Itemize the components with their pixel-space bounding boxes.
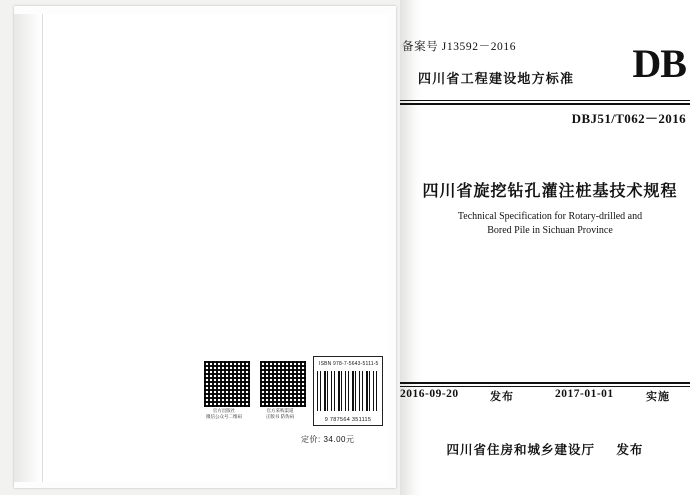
- divider-bottom-thin: [400, 386, 690, 387]
- filing-number: 备案号 J13592－2016: [402, 41, 517, 53]
- document-title-en: [400, 210, 700, 238]
- isbn-barcode-box: [313, 356, 383, 426]
- qr-code-left: [201, 358, 253, 410]
- qr-code-left-caption: 官方出版社 微信公众号二维码: [206, 408, 242, 419]
- front-cover: [400, 0, 700, 495]
- divider-top-thick: [400, 103, 690, 105]
- qr-code-right-caption: 官方采购渠道 正版书 防伪码: [265, 408, 295, 419]
- standard-code: DBJ51/T062－2016: [571, 111, 686, 126]
- publisher-line: [400, 440, 690, 458]
- back-cover-surface: [42, 14, 388, 482]
- barcode-bars: [317, 371, 379, 411]
- book-spine-shade: [14, 14, 42, 482]
- db-logo: DB: [632, 41, 686, 86]
- book-price: 定价: 34.00元: [301, 435, 355, 444]
- effective-date: 2017-01-01: [555, 388, 614, 400]
- back-cover-codes: [183, 358, 403, 454]
- publisher-suffix: 发布: [616, 442, 644, 457]
- isbn-label: ISBN 978-7-5643-5111-5: [319, 361, 379, 367]
- back-cover: [14, 6, 396, 488]
- document-title-en-line2: Bored Pile in Sichuan Province: [487, 225, 613, 236]
- divider-bottom-thick: [400, 382, 690, 384]
- issue-label: 发布: [490, 390, 514, 403]
- publisher-name: 四川省住房和城乡建设厅: [446, 442, 596, 457]
- divider-top-thin: [400, 100, 690, 101]
- standard-series-title: 四川省工程建设地方标准: [418, 72, 575, 87]
- qr-code-right: [257, 358, 309, 410]
- document-title-cn: 四川省旋挖钻孔灌注桩基技术规程: [422, 181, 678, 200]
- barcode-number: 9 787564 351115: [324, 417, 372, 423]
- issue-date: 2016-09-20: [400, 388, 459, 400]
- effective-label: 实施: [646, 390, 670, 403]
- document-title-en-line1: Technical Specification for Rotary-drilled and: [457, 211, 643, 222]
